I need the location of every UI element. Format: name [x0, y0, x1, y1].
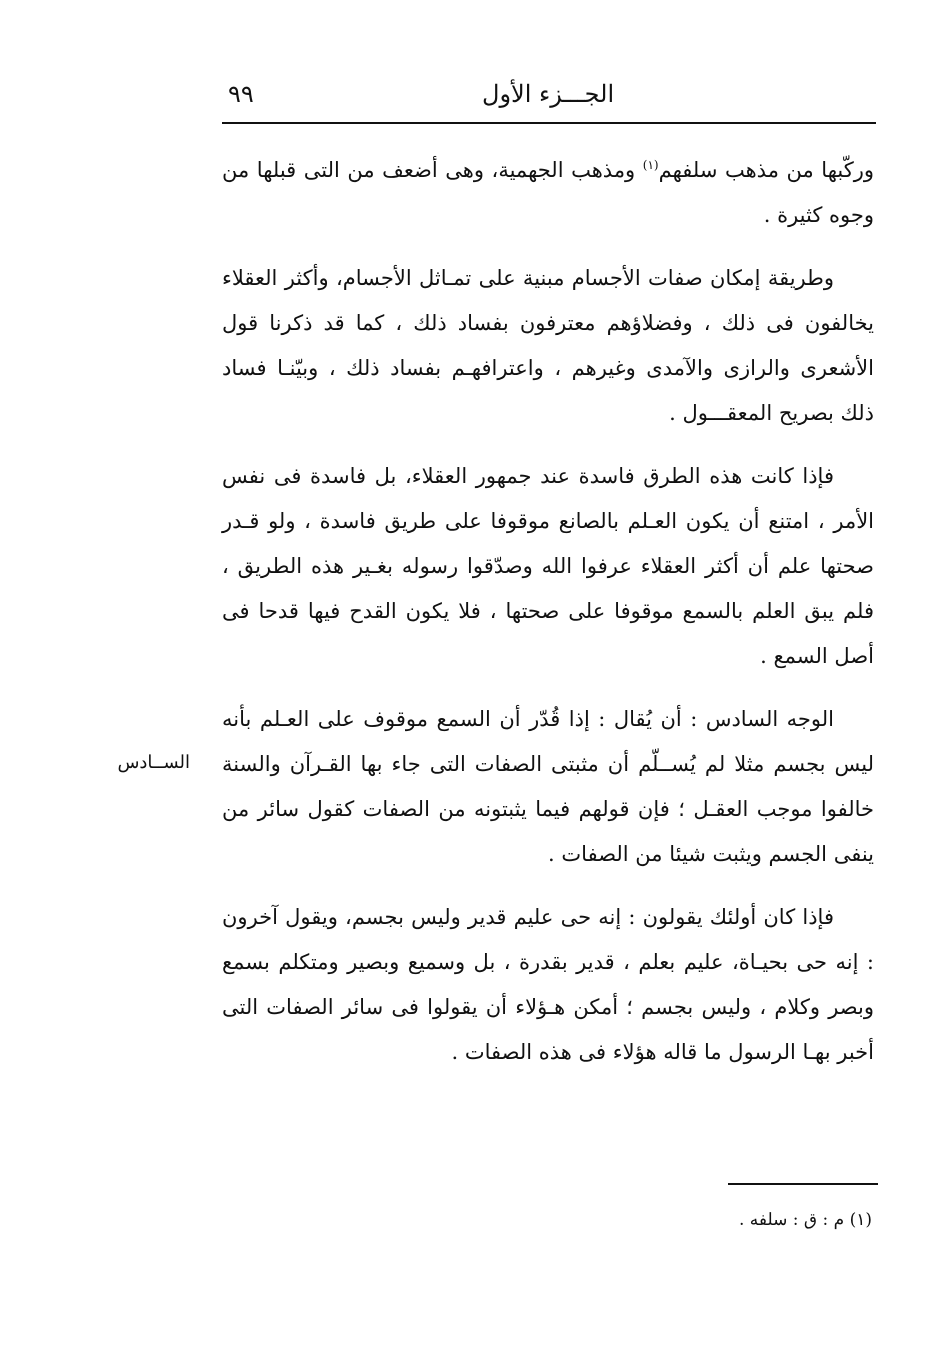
main-text: [222, 148, 874, 1093]
paragraph-1: [222, 148, 874, 238]
paragraph-1-text-b: ومذهب الجهمية، وهى أضعف من التى قبلها من وجوه كثيرة .: [222, 158, 874, 227]
header-rule: [222, 122, 876, 124]
page-number: ٩٩: [228, 80, 254, 108]
paragraph-2: وطريقة إمكان صفات الأجسام مبنية على تمـاثل الأجسام، وأكثر العقلاء يخالفون فى ذلك ، وفضلاؤهم معترفون بفساد ذلك ، كما قد ذكرنا قول الأشعرى والرازى والآمدى وغيرهم ، واعترافهـم بفساد ذلك ، وبيّنـا فساد ذلك بصريح المعقـــول .: [222, 266, 874, 425]
paragraph-4: الوجه السادس : أن يُقال : إذا قُدّر أن السمع موقوف على العـلم بأنه ليس بجسم مثلا لم يُســلّم أن مثبتى الصفات التى جاء بها القـرآن والسنة خالفوا موجب العقـل ؛ فإن قولهم فيما يثبتونه من الصفات كقول سائر من ينفى الجسم ويثبت شيئا من الصفات .: [222, 707, 874, 866]
footnote-rule: [728, 1183, 878, 1185]
paragraph-1-text-a: وركّبها من مذهب سلفهم: [658, 158, 874, 182]
paragraph-3: فإذا كانت هذه الطرق فاسدة عند جمهور العقلاء، بل فاسدة فى نفس الأمر ، امتنع أن يكون العـلم بالصانع موقوفا على طريق فاسدة ، ولو قـدر صحتها علم أن أكثر العقلاء عرفوا الله وصدّقوا رسوله بغـير هذه الطريق ، فلم يبق العلم بالسمع موقوفا على صحتها ، فلا يكون القدح فيها قدحا فى أصل السمع .: [222, 464, 874, 668]
footnote: (١) م : ق : سلفه .: [739, 1210, 872, 1230]
running-title: الجـــزء الأول: [482, 80, 615, 108]
footnote-reference: (١): [642, 158, 659, 172]
paragraph-5: فإذا كان أولئك يقولون : إنه حى عليم قدير وليس بجسم، ويقول آخرون : إنه حى بحيـاة، عليم بعلم ، قدير بقدرة ، بل وسميع وبصير ومتكلم بسمع وبصر وكلام ، وليس بجسم ؛ أمكن هـؤلاء أن يقولوا فى سائر الصفات التى أخبر بهـا الرسول ما قاله هؤلاء فى هذه الصفات .: [222, 905, 874, 1064]
page-header: [222, 76, 876, 116]
margin-note: الســادس: [117, 752, 190, 773]
